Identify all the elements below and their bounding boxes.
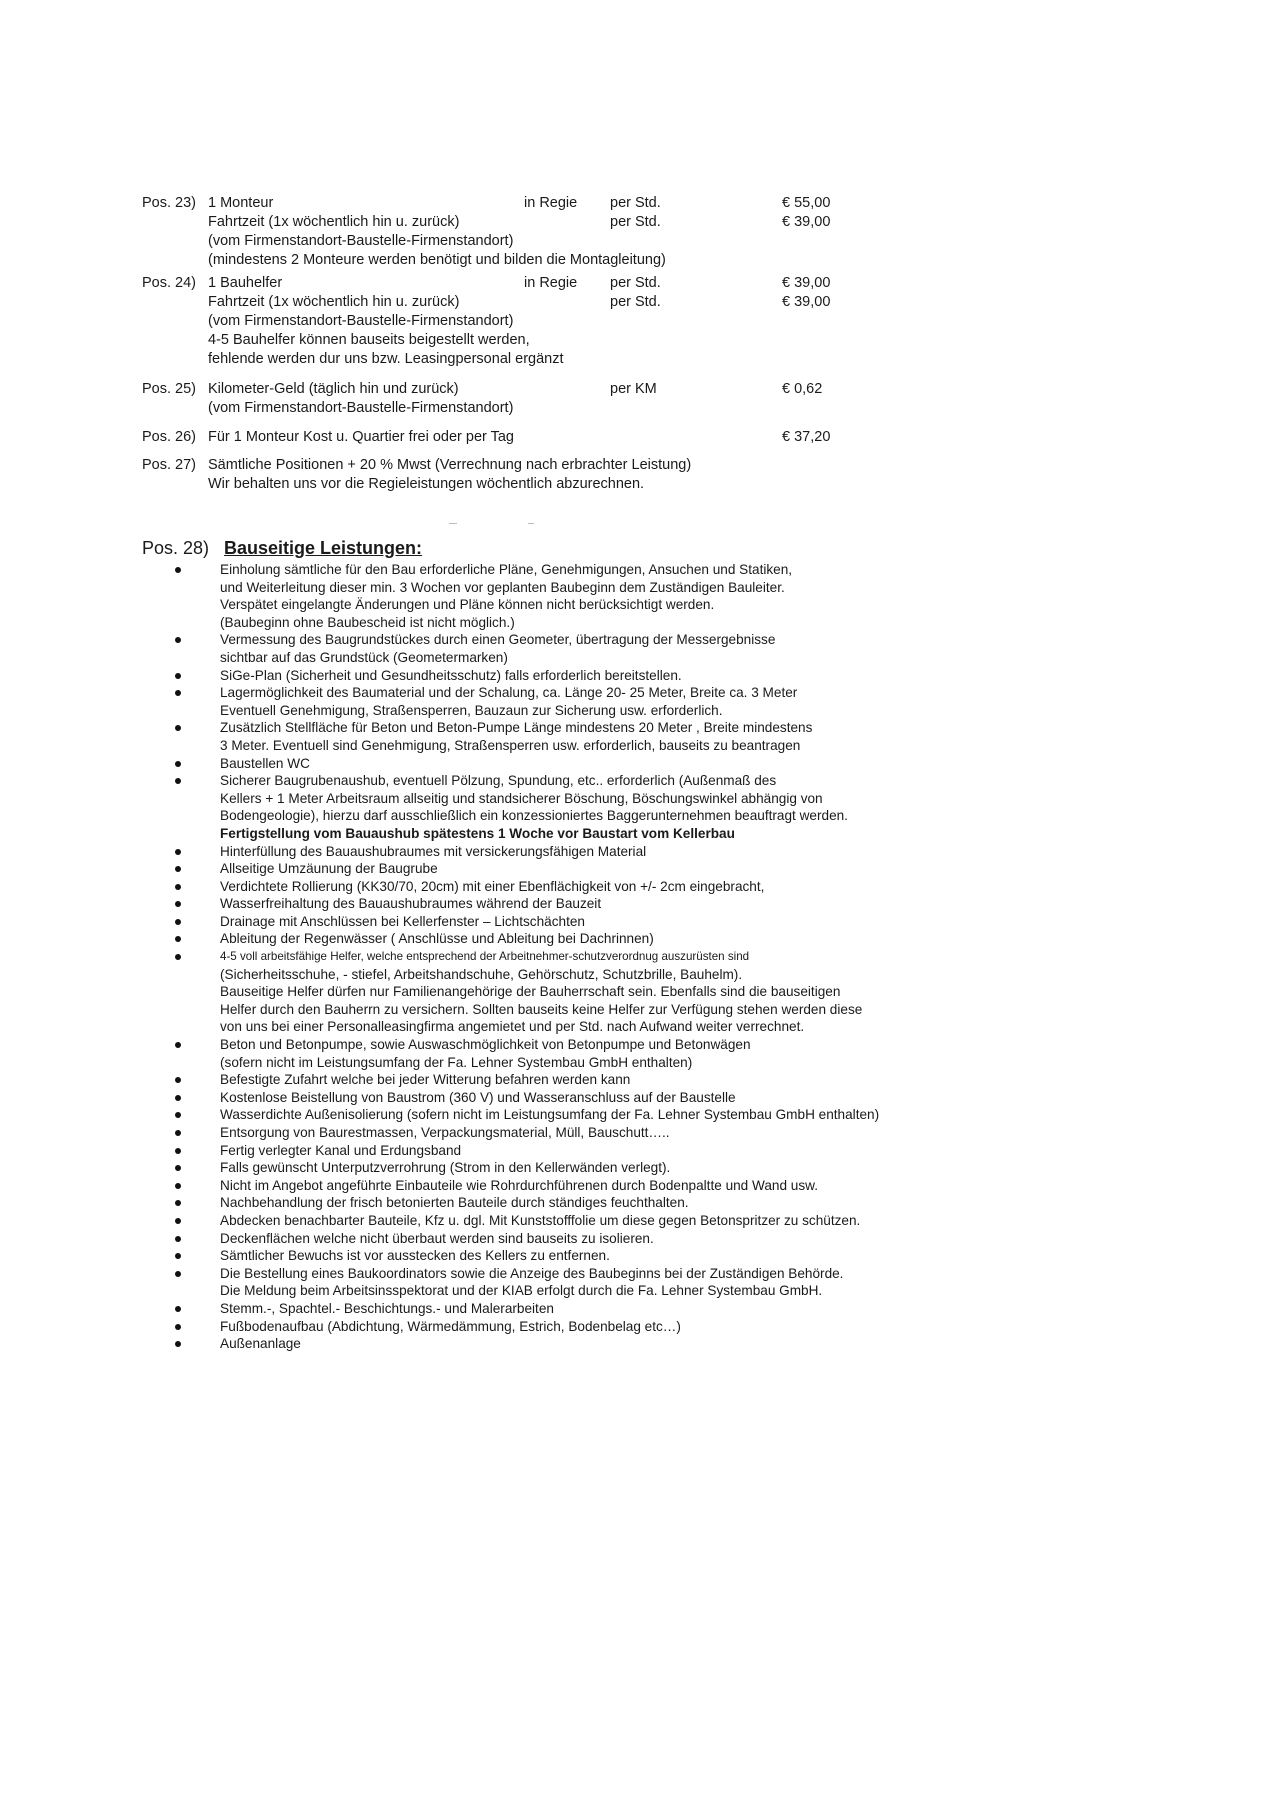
bullet-icon [175,849,181,855]
list-item-line: SiGe-Plan (Sicherheit und Gesundheitsschutz) falls erforderlich bereitstellen. [220,667,682,683]
list-item-line: Nachbehandlung der frisch betonierten Bauteile durch ständiges feuchthalten. [220,1195,689,1211]
list-item-line: von uns bei einer Personalleasingfirma angemietet und per Std. nach Aufwand weiter verrechnet. [220,1019,805,1035]
list-item [174,843,974,861]
list-item-line: Baustellen WC [220,755,310,771]
description-line: Für 1 Monteur Kost u. Quartier frei oder per Tag [208,429,514,445]
list-item-line: sichtbar auf das Grundstück (Geometermarken) [220,649,508,665]
separator-mark [449,523,457,524]
bullet-icon [175,901,181,907]
list-item-line: Ableitung der Regenwässer ( Anschlüsse und Ableitung bei Dachrinnen) [220,931,654,947]
list-item-line: Wasserdichte Außenisolierung (sofern nicht im Leistungsumfang der Fa. Lehner Systembau GmbH enthalten) [220,1107,880,1123]
list-item [174,930,974,948]
price-value: € 37,20 [782,429,831,445]
bullet-icon [175,1341,181,1347]
unit-label: per Std. [610,275,661,291]
list-item-line: Abdecken benachbarter Bauteile, Kfz u. dgl. Mit Kunststofffolie um diese gegen Betonspritzer zu schützen. [220,1212,861,1228]
bullet-icon [175,1165,181,1171]
unit-column [610,194,661,232]
description-line: (mindestens 2 Monteure werden benötigt und bilden die Montagleitung) [208,252,666,268]
list-item [174,1335,974,1353]
list-item-line: Zusätzlich Stellfläche für Beton und Beton-Pumpe Länge mindestens 20 Meter , Breite mindestens [220,720,813,736]
bullet-icon [175,936,181,942]
description-line: Wir behalten uns vor die Regieleistungen wöchentlich abzurechnen. [208,476,645,492]
price-column [782,194,830,232]
list-item-line: Kellers + 1 Meter Arbeitsraum allseitig und standsicherer Böschung, Böschungswinkel abhängig von [220,790,823,806]
unit-label: per KM [610,381,657,397]
list-item [174,1106,974,1124]
section-heading [142,536,422,560]
list-item-line: Kostenlose Beistellung von Baustrom (360 V) und Wasseranschluss auf der Baustelle [220,1089,736,1105]
list-item [174,631,974,666]
separator-mark [528,523,534,524]
bullet-icon [175,1236,181,1242]
bullet-icon [175,725,181,731]
description-line: 1 Monteur [208,195,274,211]
list-item [174,1194,974,1212]
bullet-icon [175,1218,181,1224]
list-item [174,1265,974,1300]
description-line: fehlende werden dur uns bzw. Leasingpersonal ergänzt [208,351,564,367]
list-item-line: Die Bestellung eines Baukoordinators sowie die Anzeige des Baubeginns bei der Zuständigen Behörde. [220,1265,844,1281]
position-number: Pos. 27) [142,457,196,473]
list-item-line: Beton und Betonpumpe, sowie Auswaschmöglichkeit von Betonpumpe und Betonwägen [220,1037,751,1053]
bullet-icon [175,690,181,696]
unit-label: per Std. [610,214,661,230]
description-line: 4-5 Bauhelfer können bauseits beigestellt werden, [208,332,530,348]
list-item [174,948,974,1036]
bullet-icon [175,1200,181,1206]
list-item [174,895,974,913]
list-item [174,1071,974,1089]
description-line: Sämtliche Positionen + 20 % Mwst (Verrechnung nach erbrachter Leistung) [208,457,692,473]
bullet-icon [175,1271,181,1277]
list-item-line: Verdichtete Rollierung (KK30/70, 20cm) mit einer Ebenflächigkeit von +/- 2cm eingebracht, [220,878,765,894]
list-item-line: (sofern nicht im Leistungsumfang der Fa. Lehner Systembau GmbH enthalten) [220,1054,693,1070]
bullet-icon [175,919,181,925]
list-item-line: Außenanlage [220,1336,301,1352]
price-column [782,380,822,399]
unit-label: per Std. [610,195,661,211]
price-value: € 0,62 [782,381,823,397]
list-item-line: Fertig verlegter Kanal und Erdungsband [220,1142,462,1158]
list-item [174,1159,974,1177]
section-number: Pos. 28) [142,538,210,558]
list-item [174,561,974,631]
list-item-line: Lagermöglichkeit des Baumaterial und der Schalung, ca. Länge 20- 25 Meter, Breite ca. 3 Meter [220,685,798,701]
list-item-line: Vermessung des Baugrundstückes durch einen Geometer, übertragung der Messergebnisse [220,632,776,648]
list-item [174,755,974,773]
list-item [174,1247,974,1265]
price-column [782,428,830,447]
list-item-line: Bauseitige Helfer dürfen nur Familienangehörige der Bauherrschaft sein. Ebenfalls sind die bauseitigen [220,984,841,1000]
price-value: € 39,00 [782,214,831,230]
list-item [174,1036,974,1071]
list-item [174,1212,974,1230]
list-item [174,1089,974,1107]
list-item [174,1318,974,1336]
list-item-line: 3 Meter. Eventuell sind Genehmigung, Straßensperren usw. erforderlich, bauseits zu beantragen [220,737,801,753]
list-item [174,878,974,896]
bullet-icon [175,1130,181,1136]
list-item-line: Drainage mit Anschlüssen bei Kellerfenster – Lichtschächten [220,913,585,929]
price-value: € 39,00 [782,294,831,310]
list-item [174,913,974,931]
position-number: Pos. 24) [142,275,196,291]
position-description [208,428,514,447]
list-item-line: Einholung sämtliche für den Bau erforderliche Pläne, Genehmigungen, Ansuchen und Statiken, [220,562,793,577]
list-item-line: Helfer durch den Bauherrn zu versichern. Sollten bauseits keine Helfer zur Verfügung stehen werden diese [220,1001,863,1017]
list-item-line: und Weiterleitung dieser min. 3 Wochen vor geplanten Baubeginn dem Zuständigen Bauleiter. [220,579,785,595]
description-line: (vom Firmenstandort-Baustelle-Firmenstandort) [208,313,514,329]
description-line: Fahrtzeit (1x wöchentlich hin u. zurück) [208,294,460,310]
bullet-icon [175,1253,181,1259]
bullet-icon [175,884,181,890]
position-description [208,194,666,270]
list-item [174,772,974,842]
list-item [174,719,974,754]
position-number: Pos. 25) [142,381,196,397]
regie-label: in Regie [524,275,578,291]
list-item [174,1124,974,1142]
unit-label: per Std. [610,294,661,310]
position-number: Pos. 26) [142,429,196,445]
bullet-icon [175,1148,181,1154]
bullet-icon [175,567,181,573]
bullet-icon [175,954,181,960]
list-item-line: Bodengeologie), hierzu darf ausschließlich ein konzessioniertes Baggerunternehmen beauftragt werden. [220,808,848,824]
list-item-line: Fertigstellung vom Bauaushub spätestens 1 Woche vor Baustart vom Kellerbau [220,825,735,841]
list-item [174,667,974,685]
position-description [208,456,691,494]
regie-label: in Regie [524,195,578,211]
list-item [174,860,974,878]
description-line: (vom Firmenstandort-Baustelle-Firmenstandort) [208,400,514,416]
list-item-line: Eventuell Genehmigung, Straßensperren, Bauzaun zur Sicherung usw. erforderlich. [220,702,723,718]
list-item-line: Entsorgung von Baurestmassen, Verpackungsmaterial, Müll, Bauschutt….. [220,1125,670,1140]
list-item [174,1177,974,1195]
list-item-line: 4-5 voll arbeitsfähige Helfer, welche entsprechend der Arbeitnehmer-schutzverordnug auszurüsten sind [220,950,750,964]
list-item-line: Allseitige Umzäunung der Baugrube [220,861,438,877]
list-item-line: Sicherer Baugrubenaushub, eventuell Pölzung, Spundung, etc.. erforderlich (Außenmaß des [220,773,777,789]
bullet-list [174,561,974,1353]
list-item [174,1142,974,1160]
list-item [174,1230,974,1248]
list-item-line: (Sicherheitsschuhe, - stiefel, Arbeitshandschuhe, Gehörschutz, Schutzbrille, Bauhelm). [220,966,743,982]
price-value: € 55,00 [782,195,831,211]
bullet-icon [175,1042,181,1048]
list-item-line: Deckenflächen welche nicht überbaut werden sind bauseits zu isolieren. [220,1230,654,1246]
description-line: Kilometer-Geld (täglich hin und zurück) [208,381,459,397]
bullet-icon [175,1306,181,1312]
position-description [208,274,564,369]
price-column [782,274,830,312]
list-item-line: Verspätet eingelangte Änderungen und Pläne können nicht berücksichtigt werden. [220,597,715,613]
section-title: Bauseitige Leistungen: [224,538,423,558]
bullet-icon [175,761,181,767]
bullet-icon [175,1324,181,1330]
bullet-icon [175,866,181,872]
unit-column [610,274,661,312]
list-item-line: Stemm.-, Spachtel.- Beschichtungs.- und Malerarbeiten [220,1300,554,1316]
list-item [174,684,974,719]
list-item-line: Die Meldung beim Arbeitsinsspektorat und der KIAB erfolgt durch die Fa. Lehner Systembau GmbH. [220,1283,823,1299]
description-line: Fahrtzeit (1x wöchentlich hin u. zurück) [208,214,460,230]
list-item-line: Nicht im Angebot angeführte Einbauteile wie Rohrdurchführenen durch Bodenpaltte und Wand usw. [220,1177,819,1193]
list-item-line: Hinterfüllung des Bauaushubraumes mit versickerungsfähigen Material [220,843,647,859]
list-item-line: Wasserfreihaltung des Bauaushubraumes während der Bauzeit [220,896,602,912]
bullet-icon [175,1112,181,1118]
bullet-icon [175,1095,181,1101]
bullet-icon [175,1077,181,1083]
list-item-line: Befestigte Zufahrt welche bei jeder Witterung befahren werden kann [220,1072,631,1088]
price-value: € 39,00 [782,275,831,291]
position-description [208,380,513,418]
list-item [174,1300,974,1318]
unit-column [610,380,657,399]
bullet-icon [175,778,181,784]
bullet-icon [175,673,181,679]
list-item-line: (Baubeginn ohne Baubescheid ist nicht möglich.) [220,614,515,630]
description-line: 1 Bauhelfer [208,275,283,291]
list-item-line: Falls gewünscht Unterputzverrohrung (Strom in den Kellerwänden verlegt). [220,1160,671,1176]
bullet-icon [175,637,181,643]
description-line: (vom Firmenstandort-Baustelle-Firmenstandort) [208,233,514,249]
list-item-line: Fußbodenaufbau (Abdichtung, Wärmedämmung, Estrich, Bodenbelag etc…) [220,1318,681,1334]
list-item-line: Sämtlicher Bewuchs ist vor ausstecken des Kellers zu entfernen. [220,1248,610,1264]
bullet-icon [175,1183,181,1189]
position-number: Pos. 23) [142,195,196,211]
